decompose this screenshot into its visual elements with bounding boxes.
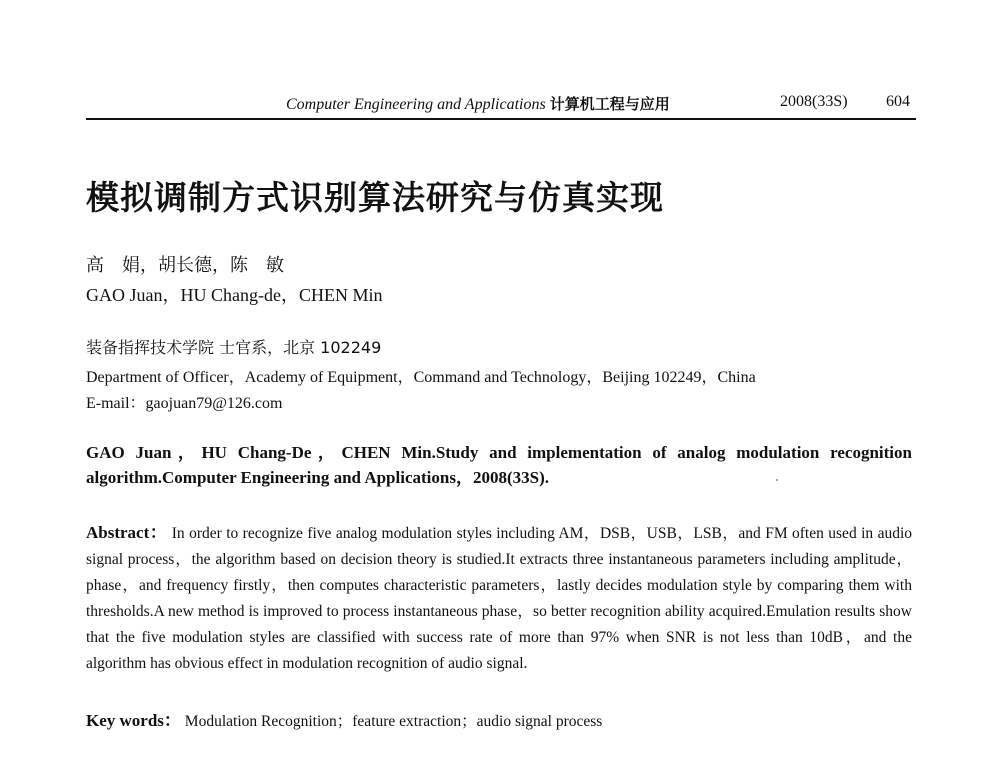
header-rule (86, 118, 916, 120)
authors-chinese: 高 娟，胡长德，陈 敏 (86, 255, 284, 276)
issue-number: 2008(33S) (780, 93, 848, 110)
abstract-block (86, 520, 912, 677)
journal-name-en: Computer Engineering and Applications (286, 96, 546, 113)
abstract-label: Abstract： (86, 523, 168, 542)
keywords-line (86, 706, 602, 731)
affiliation-chinese: 装备指挥技术学院 士官系，北京 102249 (86, 338, 382, 357)
paper-title: 模拟调制方式识别算法研究与仿真实现 (86, 178, 664, 217)
keywords-label: Key words： (86, 711, 181, 730)
journal-name-cn: 计算机工程与应用 (549, 95, 670, 113)
running-header (86, 93, 916, 117)
citation-block: GAO Juan，HU Chang-De，CHEN Min.Study and implementation of analog modulation recognition algorithm.Computer Engineering and Applications，2008(33S). (86, 443, 912, 487)
scan-speck (776, 479, 778, 481)
journal-name (286, 93, 670, 114)
author-email: E-mail：gaojuan79@126.com (86, 395, 283, 412)
abstract-text: In order to recognize five analog modulation styles including AM，DSB，USB，LSB，and FM often used in audio signal process，the algorithm based on decision theory is studied.It extracts three instantaneous parameters including amplitude，phase，and frequency firstly，then computes characteristic parameters，lastly decides modulation style by comparing them with thresholds.A new method is improved to process instantaneous phase，so better recognition ability acquired.Emulation results show that the five modulation styles are classified with success rate of more than 97% when SNR is not less than 10dB，and the algorithm has obvious effect in modulation recognition of audio signal. (86, 525, 913, 672)
authors-english: GAO Juan，HU Chang-de，CHEN Min (86, 285, 383, 305)
affiliation-english: Department of Officer，Academy of Equipment，Command and Technology，Beijing 102249，China (86, 369, 756, 386)
keywords-text: Modulation Recognition；feature extraction；audio signal process (184, 713, 603, 730)
page-number: 604 (886, 93, 910, 110)
